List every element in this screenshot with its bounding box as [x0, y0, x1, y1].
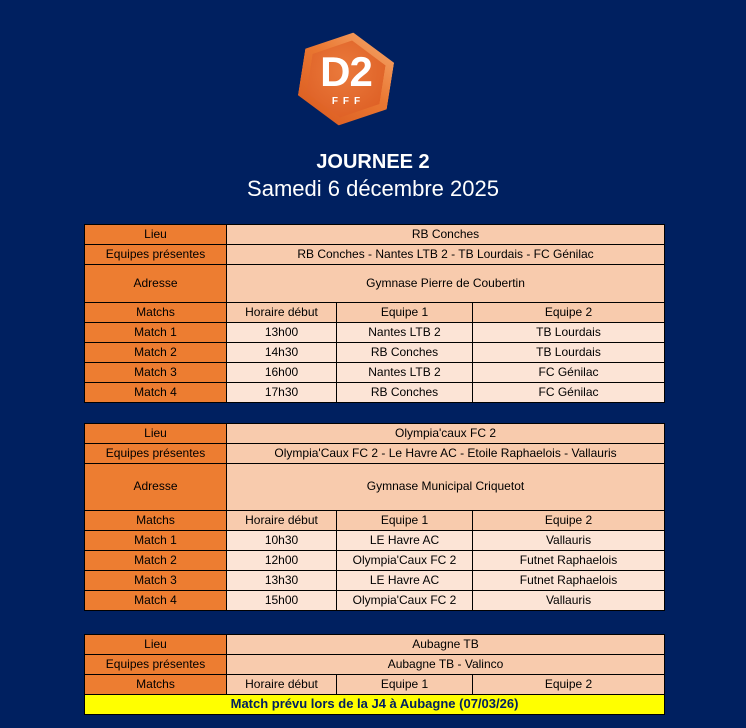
match-equipe1: Olympia'Caux FC 2	[337, 591, 473, 611]
table-row	[85, 245, 665, 265]
matchs-column-header: Matchs	[85, 303, 227, 323]
equipes-value: Aubagne TB - Valinco	[227, 655, 665, 675]
schedule-table-1	[84, 224, 665, 403]
match-label: Match 1	[85, 531, 227, 551]
match-row	[85, 531, 665, 551]
equipe1-column-header: Equipe 1	[337, 511, 473, 531]
horaire-column-header: Horaire début	[227, 511, 337, 531]
match-equipe2: Vallauris	[473, 591, 665, 611]
logo-d2-text: D2	[320, 48, 372, 96]
table-row	[85, 464, 665, 511]
match-equipe2: Futnet Raphaelois	[473, 571, 665, 591]
tables-area	[84, 224, 664, 715]
postponed-match-note: Match prévu lors de la J4 à Aubagne (07/03/26)	[85, 695, 665, 715]
match-equipe1: RB Conches	[337, 383, 473, 403]
page-title: JOURNEE 2	[316, 151, 430, 173]
match-label: Match 4	[85, 383, 227, 403]
adresse-label: Adresse	[85, 464, 227, 511]
match-time: 14h30	[227, 343, 337, 363]
logo-fff-text: FFF	[331, 95, 366, 107]
match-label: Match 3	[85, 363, 227, 383]
page-subtitle: Samedi 6 décembre 2025	[247, 176, 499, 201]
adresse-value: Gymnase Pierre de Coubertin	[227, 265, 665, 303]
equipe2-column-header: Equipe 2	[473, 511, 665, 531]
match-label: Match 2	[85, 343, 227, 363]
schedule-table-2	[84, 423, 665, 611]
match-label: Match 1	[85, 323, 227, 343]
note-row	[85, 695, 665, 715]
match-equipe1: Olympia'Caux FC 2	[337, 551, 473, 571]
title-block	[0, 150, 746, 203]
horaire-column-header: Horaire début	[227, 675, 337, 695]
match-equipe2: Futnet Raphaelois	[473, 551, 665, 571]
table-row	[85, 225, 665, 245]
horaire-column-header: Horaire début	[227, 303, 337, 323]
match-row	[85, 383, 665, 403]
equipes-value: Olympia'Caux FC 2 - Le Havre AC - Etoile Raphaelois - Vallauris	[227, 444, 665, 464]
adresse-label: Adresse	[85, 265, 227, 303]
table-header-row	[85, 675, 665, 695]
table-header-row	[85, 511, 665, 531]
lieu-value: Olympia'caux FC 2	[227, 424, 665, 444]
equipes-label: Equipes présentes	[85, 245, 227, 265]
match-equipe2: FC Génilac	[473, 363, 665, 383]
match-equipe2: TB Lourdais	[473, 323, 665, 343]
match-row	[85, 551, 665, 571]
lieu-value: Aubagne TB	[227, 635, 665, 655]
lieu-value: RB Conches	[227, 225, 665, 245]
equipe2-column-header: Equipe 2	[473, 303, 665, 323]
match-time: 10h30	[227, 531, 337, 551]
match-equipe2: TB Lourdais	[473, 343, 665, 363]
schedule-table-3	[84, 634, 665, 715]
logo-text	[301, 32, 391, 126]
match-time: 13h00	[227, 323, 337, 343]
match-label: Match 4	[85, 591, 227, 611]
match-equipe1: RB Conches	[337, 343, 473, 363]
match-row	[85, 591, 665, 611]
lieu-label: Lieu	[85, 225, 227, 245]
match-row	[85, 363, 665, 383]
match-row	[85, 343, 665, 363]
table-row	[85, 635, 665, 655]
match-time: 17h30	[227, 383, 337, 403]
match-time: 13h30	[227, 571, 337, 591]
adresse-value: Gymnase Municipal Criquetot	[227, 464, 665, 511]
table-row	[85, 265, 665, 303]
match-equipe2: Vallauris	[473, 531, 665, 551]
matchs-column-header: Matchs	[85, 511, 227, 531]
table-row	[85, 424, 665, 444]
match-time: 15h00	[227, 591, 337, 611]
table-header-row	[85, 303, 665, 323]
lieu-label: Lieu	[85, 635, 227, 655]
match-row	[85, 323, 665, 343]
table-row	[85, 444, 665, 464]
d2-fff-logo	[301, 32, 391, 126]
match-time: 16h00	[227, 363, 337, 383]
matchs-column-header: Matchs	[85, 675, 227, 695]
table-row	[85, 655, 665, 675]
match-label: Match 2	[85, 551, 227, 571]
equipe1-column-header: Equipe 1	[337, 675, 473, 695]
equipes-value: RB Conches - Nantes LTB 2 - TB Lourdais - FC Génilac	[227, 245, 665, 265]
match-label: Match 3	[85, 571, 227, 591]
equipe1-column-header: Equipe 1	[337, 303, 473, 323]
match-equipe1: Nantes LTB 2	[337, 323, 473, 343]
match-equipe2: FC Génilac	[473, 383, 665, 403]
match-time: 12h00	[227, 551, 337, 571]
match-equipe1: LE Havre AC	[337, 571, 473, 591]
lieu-label: Lieu	[85, 424, 227, 444]
equipes-label: Equipes présentes	[85, 655, 227, 675]
match-row	[85, 571, 665, 591]
match-equipe1: LE Havre AC	[337, 531, 473, 551]
equipe2-column-header: Equipe 2	[473, 675, 665, 695]
match-equipe1: Nantes LTB 2	[337, 363, 473, 383]
equipes-label: Equipes présentes	[85, 444, 227, 464]
